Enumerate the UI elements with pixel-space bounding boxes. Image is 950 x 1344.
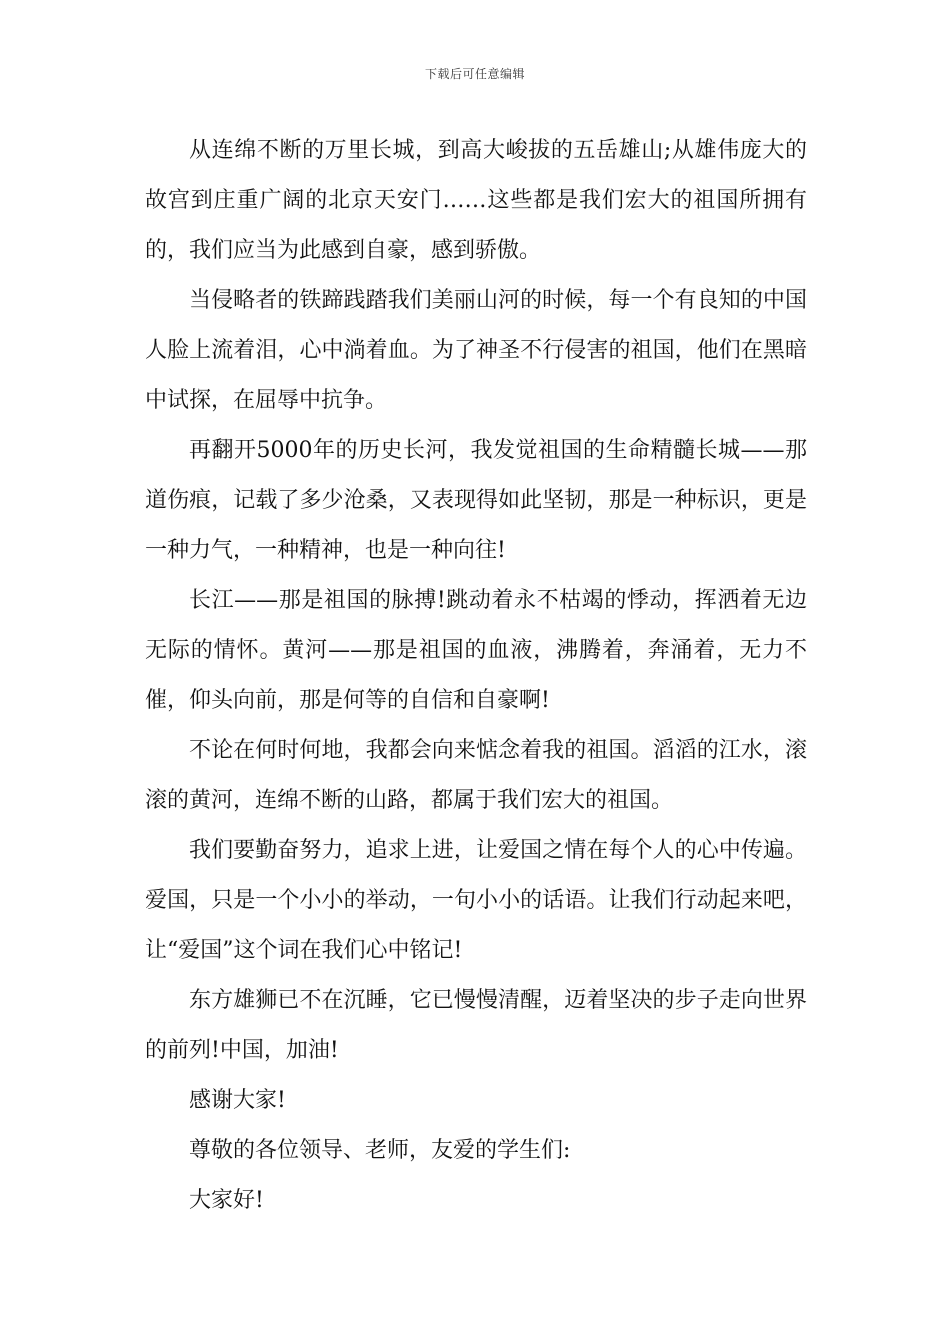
paragraph-history: 再翻开5000年的历史长河，我发觉祖国的生命精髓长城——那道伤痕，记载了多少沧桑，又表现得如此坚韧，那是一种标识，更是一种力气，一种精神，也是一种向往! [145,438,807,563]
paragraph-lion: 东方雄狮已不在沉睡，它已慢慢清醒，迈着坚决的步子走向世界的前列!中国，加油! [145,988,807,1063]
paragraph-motherland: 不论在何时何地，我都会向来惦念着我的祖国。滔滔的江水，滚滚的黄河，连绵不断的山路，都属于我们宏大的祖国。 [145,738,807,813]
paragraph-invaders: 当侵略者的铁蹄践踏我们美丽山河的时候，每一个有良知的中国人脸上流着泪，心中淌着血。为了神圣不行侵害的祖国，他们在黑暗中试探，在屈辱中抗争。 [145,288,807,413]
document-body [145,126,807,1226]
paragraph-hello: 大家好! [189,1188,264,1213]
paragraph-greeting-audience: 尊敬的各位领导、老师，友爱的学生们: [189,1138,571,1163]
paragraph-patriotism: 我们要勤奋努力，追求上进，让爱国之情在每个人的心中传遍。爱国，只是一个小小的举动，一句小小的话语。让我们行动起来吧，让“爱国”这个词在我们心中铭记! [145,838,807,963]
paragraph-rivers: 长江——那是祖国的脉搏!跳动着永不枯竭的悸动，挥洒着无边无际的情怀。黄河——那是祖国的血液，沸腾着，奔涌着，无力不催，仰头向前，那是何等的自信和自豪啊! [145,588,807,713]
paragraph-thanks: 感谢大家! [189,1088,286,1113]
page-header-note: 下载后可任意编辑 [424,67,525,81]
paragraph-great-wall: 从连绵不断的万里长城，到高大峻拔的五岳雄山;从雄伟庞大的故宫到庄重广阔的北京天安门……这些都是我们宏大的祖国所拥有的，我们应当为此感到自豪，感到骄傲。 [145,138,807,263]
